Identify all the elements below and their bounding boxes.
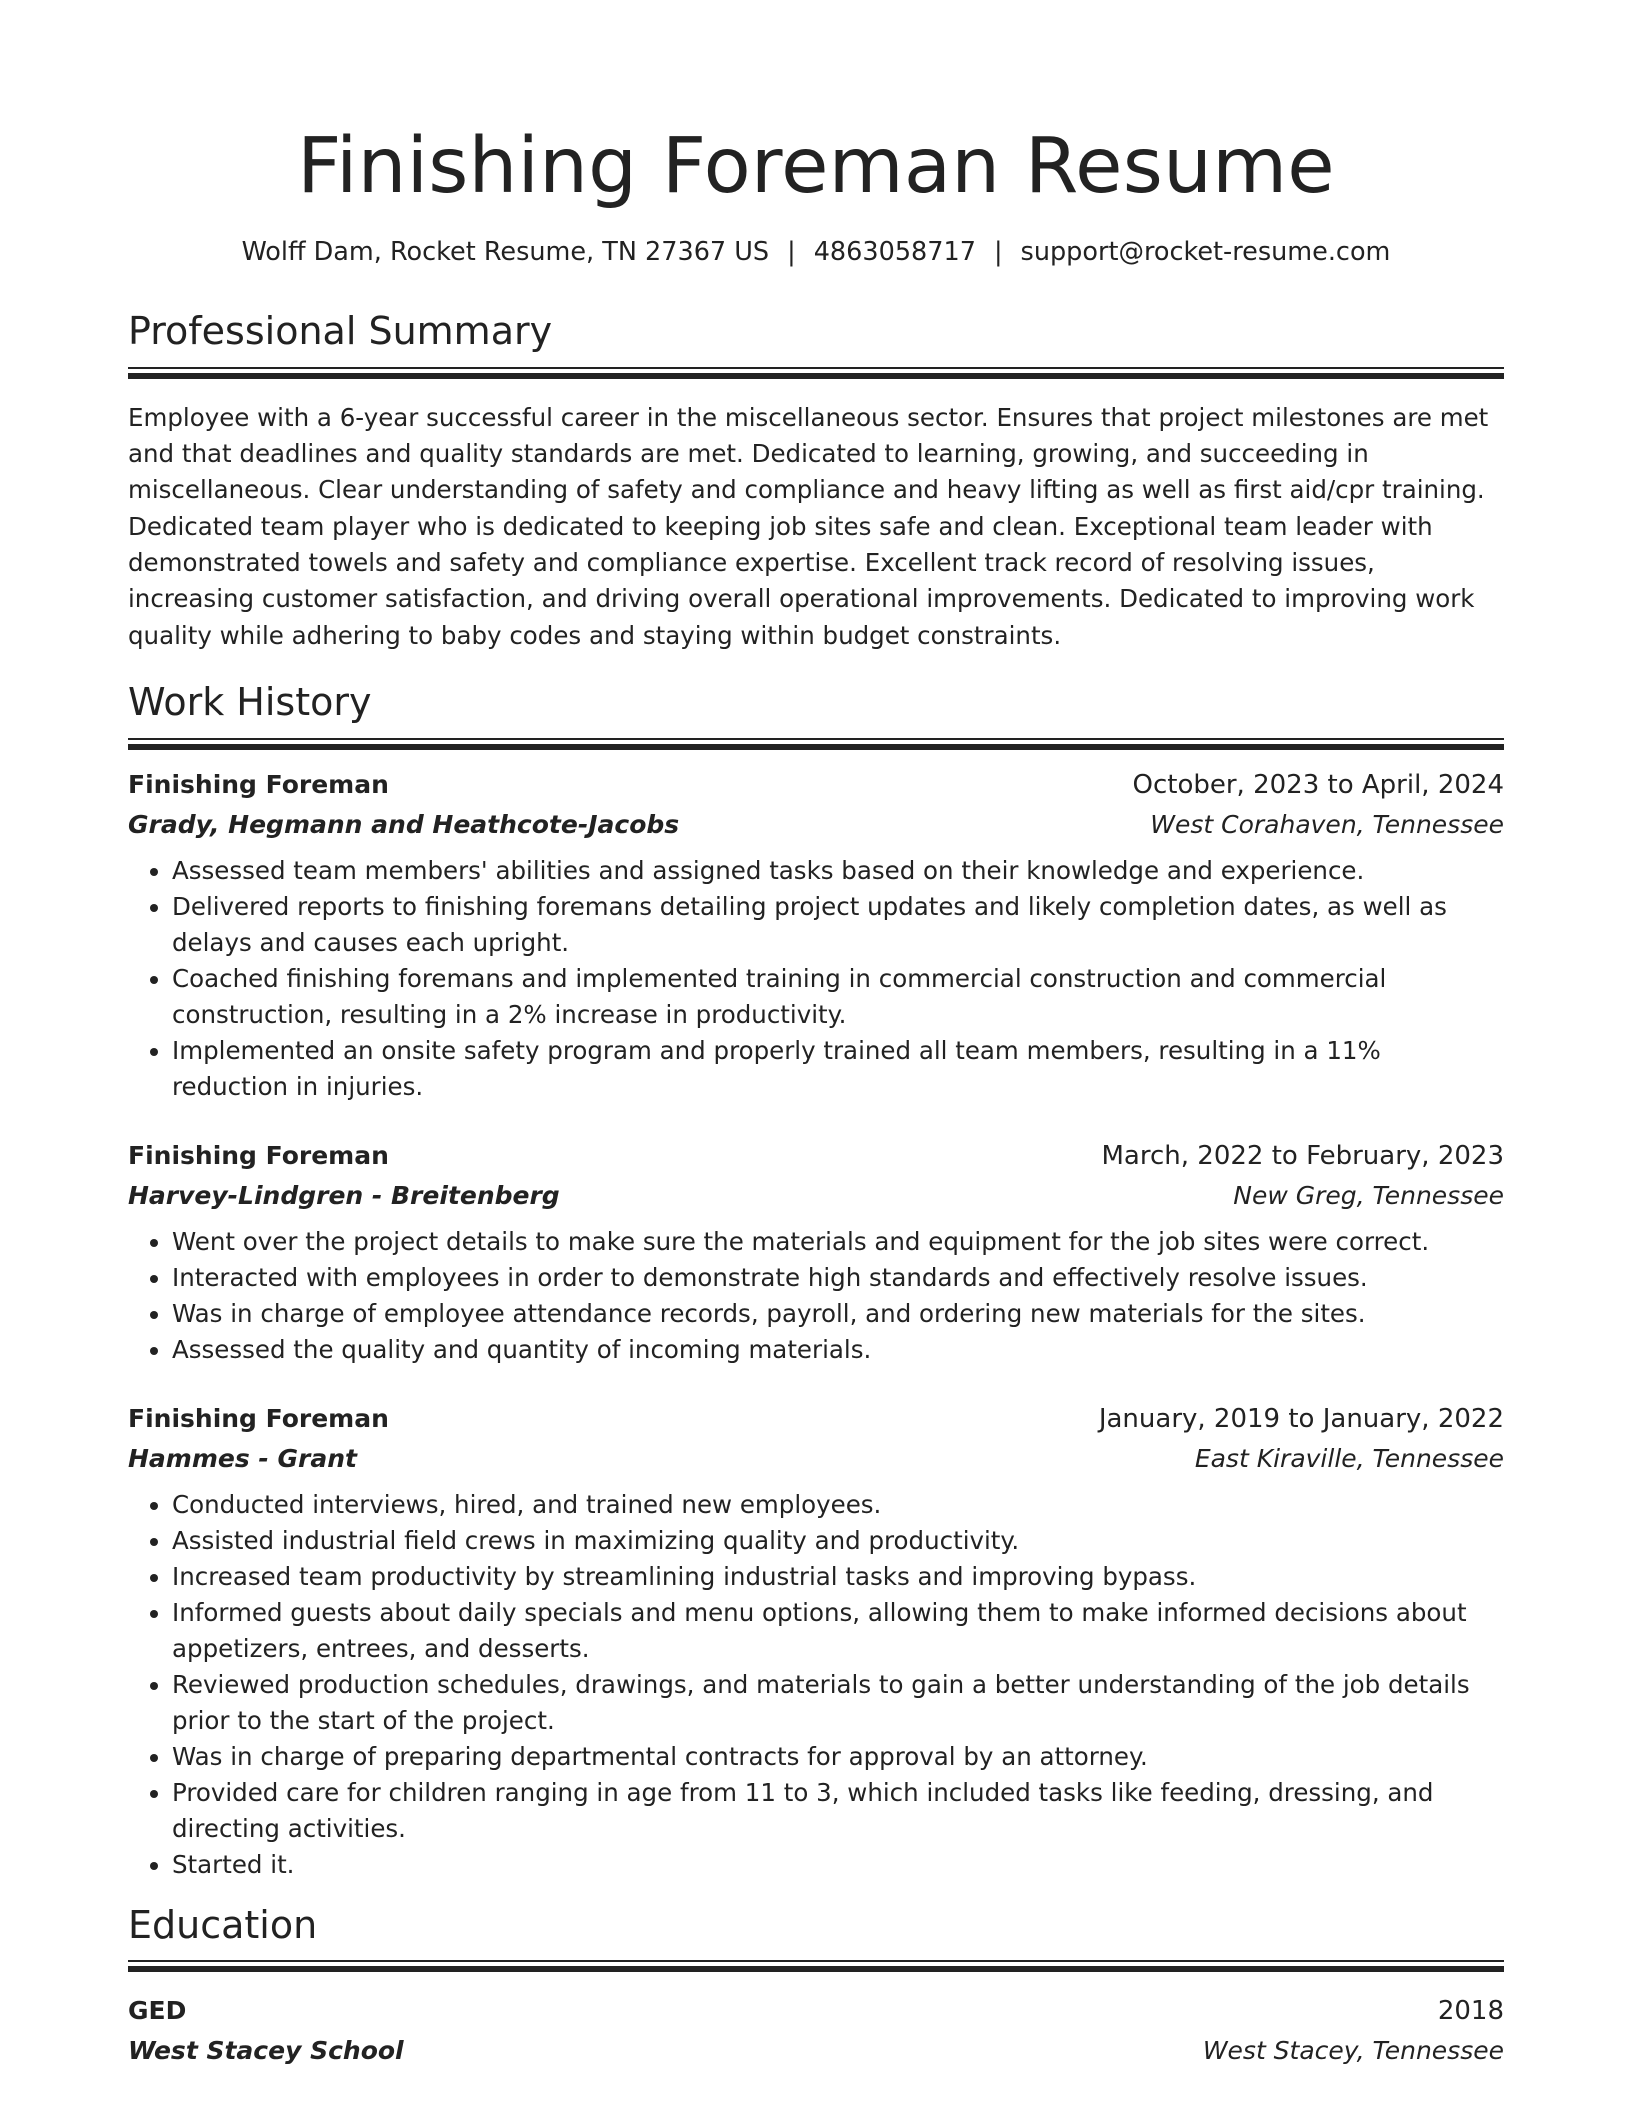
education-section xyxy=(128,1902,1504,2066)
job-location: New Greg, Tennessee xyxy=(1233,1180,1504,1210)
job-entry xyxy=(128,770,1504,1105)
job-bullet: • Informed guests about daily specials and menu options, allowing them to make informed decisions about appetizers, entrees, and desserts. xyxy=(172,1595,1504,1667)
job-bullet: • Interacted with employees in order to demonstrate high standards and effectively resolve issues. xyxy=(172,1260,1504,1296)
job-entry xyxy=(128,1141,1504,1368)
section-heading: Education xyxy=(128,1902,318,1947)
job-title: Finishing Foreman xyxy=(128,1140,389,1170)
section-divider xyxy=(128,367,1504,381)
job-bullet: • Delivered reports to finishing foremans detailing project updates and likely completion dates, as well as delays and causes each upright. xyxy=(172,889,1504,961)
job-bullet: • Coached finishing foremans and implemented training in commercial construction and commercial construction, resulting in a 2% increase in productivity. xyxy=(172,961,1504,1033)
job-bullet: • Assisted industrial field crews in maximizing quality and productivity. xyxy=(172,1523,1504,1559)
job-bullets xyxy=(128,1224,1504,1368)
education-location: West Stacey, Tennessee xyxy=(1202,2036,1504,2066)
job-bullet: • Increased team productivity by streamlining industrial tasks and improving bypass. xyxy=(172,1559,1504,1595)
job-bullet: • Assessed the quality and quantity of incoming materials. xyxy=(172,1332,1504,1368)
resume-title: Finishing Foreman Resume xyxy=(297,122,1335,211)
job-company: Harvey-Lindgren - Breitenberg xyxy=(128,1180,560,1210)
job-header-row xyxy=(128,1141,1504,1171)
education-school: West Stacey School xyxy=(128,2036,404,2066)
job-bullets xyxy=(128,853,1504,1105)
job-company-row xyxy=(128,810,1504,839)
job-bullet: • Went over the project details to make sure the materials and equipment for the job sites were correct. xyxy=(172,1224,1504,1260)
job-title: Finishing Foreman xyxy=(128,769,389,799)
professional-summary-section xyxy=(128,311,1504,654)
job-bullet: • Implemented an onsite safety program and properly trained all team members, resulting in a 11% reduction in injuries. xyxy=(172,1033,1504,1105)
contact-address: Wolff Dam, Rocket Resume, TN 27367 US xyxy=(241,237,770,267)
education-entry xyxy=(128,1996,1504,2065)
job-location: East Kiraville, Tennessee xyxy=(1194,1443,1504,1473)
job-bullet: • Conducted interviews, hired, and trained new employees. xyxy=(172,1487,1504,1523)
job-header-row xyxy=(128,1404,1504,1434)
job-entry xyxy=(128,1404,1504,1883)
section-divider xyxy=(128,1960,1504,1974)
education-degree: GED xyxy=(128,1996,187,2026)
job-company: Grady, Hegmann and Heathcote-Jacobs xyxy=(128,809,680,839)
job-bullet: • Assessed team members' abilities and assigned tasks based on their knowledge and experience. xyxy=(172,853,1504,889)
education-school-row xyxy=(128,2036,1504,2065)
contact-line xyxy=(128,237,1504,267)
job-header-row xyxy=(128,770,1504,800)
contact-email: support@rocket-resume.com xyxy=(1020,237,1391,267)
job-bullet: • Was in charge of employee attendance records, payroll, and ordering new materials for the sites. xyxy=(172,1296,1504,1332)
job-location: West Corahaven, Tennessee xyxy=(1150,809,1504,839)
education-year: 2018 xyxy=(1437,1996,1504,2027)
contact-phone: 4863058717 xyxy=(813,237,976,267)
job-dates: October, 2023 to April, 2024 xyxy=(1132,769,1504,800)
contact-separator: | xyxy=(787,237,796,267)
job-bullet: • Provided care for children ranging in age from 11 to 3, which included tasks like feeding, dressing, and directing activities. xyxy=(172,1775,1504,1847)
contact-separator: | xyxy=(993,237,1003,267)
work-history-section xyxy=(128,679,1504,1883)
job-company-row xyxy=(128,1181,1504,1210)
job-bullets xyxy=(128,1487,1504,1883)
summary-text: Employee with a 6-year successful career in the miscellaneous sector. Ensures that project milestones are met and that deadlines and quality standards are met. Dedicated to learning, growing, and succeeding in miscellaneous. Clear understanding of safety and compliance and heavy lifting as well as first aid/cpr training. Dedicated team player who is dedicated to keeping job sites safe and clean. Exceptional team leader with demonstrated towels and safety and compliance expertise. Excellent track record of resolving issues, increasing customer satisfaction, and driving overall operational improvements. Dedicated to improving work quality while adhering to baby codes and staying within budget constraints. xyxy=(128,402,1489,650)
job-bullet: • Started it. xyxy=(172,1847,1504,1883)
section-divider xyxy=(128,738,1504,752)
job-title: Finishing Foreman xyxy=(128,1403,389,1433)
section-heading: Work History xyxy=(128,679,372,724)
section-heading: Professional Summary xyxy=(128,309,553,353)
job-dates: March, 2022 to February, 2023 xyxy=(1101,1140,1504,1171)
education-header-row xyxy=(128,1996,1504,2026)
job-dates: January, 2019 to January, 2022 xyxy=(1098,1403,1504,1434)
job-bullet: • Reviewed production schedules, drawings, and materials to gain a better understanding of the job details prior to the start of the project. xyxy=(172,1667,1504,1739)
job-bullet: • Was in charge of preparing departmental contracts for approval by an attorney. xyxy=(172,1739,1504,1775)
job-company-row xyxy=(128,1444,1504,1473)
job-company: Hammes - Grant xyxy=(128,1443,357,1473)
